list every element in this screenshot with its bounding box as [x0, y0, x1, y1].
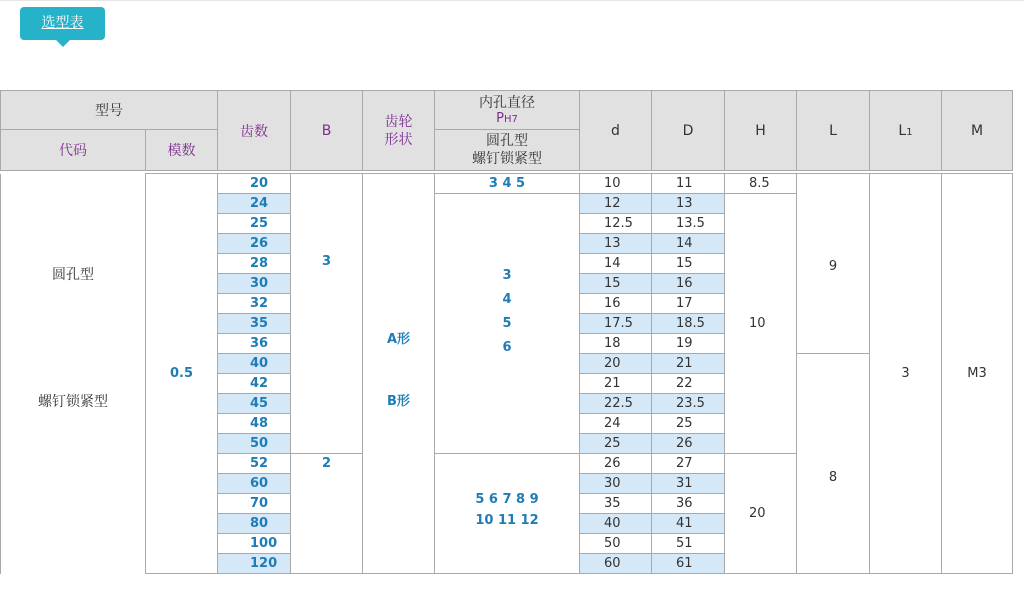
- L1-subscript: 1: [906, 126, 913, 138]
- D-cell: 22: [652, 374, 725, 394]
- d-cell: 15: [580, 274, 652, 294]
- d-cell: 16: [580, 294, 652, 314]
- teeth-cell: 48: [218, 414, 291, 434]
- bore-10-12: 10 11 12: [475, 513, 539, 528]
- bore-types-header: 圆孔型 螺钉锁紧型: [435, 130, 580, 171]
- d-cell: 30: [580, 474, 652, 494]
- d-cell: 13: [580, 234, 652, 254]
- H-cell: 8.5: [725, 174, 797, 194]
- d-cell: 14: [580, 254, 652, 274]
- d-cell: 25: [580, 434, 652, 454]
- D-header: D: [652, 91, 725, 171]
- D-cell: 16: [652, 274, 725, 294]
- teeth-cell: 50: [218, 434, 291, 454]
- bore-5: 5: [502, 316, 512, 331]
- selection-table-tab[interactable]: [20, 7, 105, 40]
- teeth-cell: 36: [218, 334, 291, 354]
- teeth-cell: 45: [218, 394, 291, 414]
- teeth-cell: 52: [218, 454, 291, 474]
- teeth-cell: 24: [218, 194, 291, 214]
- teeth-cell: 60: [218, 474, 291, 494]
- D-cell: 61: [652, 554, 725, 574]
- teeth-cell: 26: [218, 234, 291, 254]
- bore-cell-last: [435, 454, 580, 574]
- D-cell: 17: [652, 294, 725, 314]
- code-setscrew: 螺钉锁紧型: [38, 393, 108, 410]
- M-cell: M3: [942, 174, 1013, 574]
- teeth-cell: 70: [218, 494, 291, 514]
- teeth-cell: 25: [218, 214, 291, 234]
- d-header: d: [580, 91, 652, 171]
- b-header: B: [291, 91, 363, 171]
- D-cell: 21: [652, 354, 725, 374]
- module-cell: 0.5: [146, 174, 218, 574]
- d-cell: 18: [580, 334, 652, 354]
- L1-header: [870, 91, 942, 171]
- teeth-cell: 20: [218, 174, 291, 194]
- D-cell: 15: [652, 254, 725, 274]
- code-header: 代码: [1, 130, 146, 171]
- D-cell: 27: [652, 454, 725, 474]
- L-cell-2: 8: [797, 354, 870, 574]
- M-header: M: [942, 91, 1013, 171]
- shape-cell: [363, 174, 435, 574]
- teeth-cell: 40: [218, 354, 291, 374]
- bore-title: 内孔直径: [479, 94, 535, 111]
- bore-3: 3: [502, 268, 512, 283]
- model-header: 型号: [1, 91, 218, 130]
- D-cell: 18.5: [652, 314, 725, 334]
- module-header: 模数: [146, 130, 218, 171]
- d-cell: 26: [580, 454, 652, 474]
- d-cell: 20: [580, 354, 652, 374]
- D-cell: 11: [652, 174, 725, 194]
- code-cell: [1, 174, 146, 574]
- selection-table: [0, 90, 1013, 574]
- shape-b: B形: [387, 394, 410, 409]
- gear-shape-header: 齿轮 形状: [363, 91, 435, 171]
- d-cell: 35: [580, 494, 652, 514]
- d-cell: 21: [580, 374, 652, 394]
- d-cell: 10: [580, 174, 652, 194]
- d-cell: 12.5: [580, 214, 652, 234]
- H-header: H: [725, 91, 797, 171]
- L-header: L: [797, 91, 870, 171]
- bore-tolerance-p: P: [496, 110, 504, 126]
- bore-tolerance-h7: H7: [503, 113, 518, 125]
- D-cell: 23.5: [652, 394, 725, 414]
- d-cell: 50: [580, 534, 652, 554]
- bore-header: [435, 91, 580, 130]
- bore-cell-first: 3 4 5: [435, 174, 580, 194]
- bore-4: 4: [502, 292, 512, 307]
- D-cell: 14: [652, 234, 725, 254]
- d-cell: 17.5: [580, 314, 652, 334]
- bore-5-9: 5 6 7 8 9: [475, 492, 539, 507]
- teeth-cell: 35: [218, 314, 291, 334]
- d-cell: 60: [580, 554, 652, 574]
- d-cell: 40: [580, 514, 652, 534]
- L1-main: L: [898, 122, 907, 139]
- bore-6: 6: [502, 340, 512, 355]
- L-cell-1: 9: [797, 174, 870, 354]
- d-cell: 12: [580, 194, 652, 214]
- tab-label: 选型表: [41, 15, 84, 31]
- D-cell: 26: [652, 434, 725, 454]
- d-cell: 22.5: [580, 394, 652, 414]
- D-cell: 51: [652, 534, 725, 554]
- D-cell: 25: [652, 414, 725, 434]
- teeth-cell: 28: [218, 254, 291, 274]
- H-cell: 20: [725, 454, 797, 574]
- shape-a: A形: [387, 332, 411, 347]
- D-cell: 41: [652, 514, 725, 534]
- bore-tolerance: [435, 112, 579, 126]
- b-cell-2: 2: [291, 454, 363, 574]
- D-cell: 19: [652, 334, 725, 354]
- D-cell: 31: [652, 474, 725, 494]
- d-cell: 24: [580, 414, 652, 434]
- teeth-cell: 80: [218, 514, 291, 534]
- teeth-cell: 100: [218, 534, 291, 554]
- D-cell: 13: [652, 194, 725, 214]
- teeth-cell: 32: [218, 294, 291, 314]
- D-cell: 13.5: [652, 214, 725, 234]
- teeth-header: 齿数: [218, 91, 291, 171]
- H-cell: 10: [725, 194, 797, 454]
- bore-cell-middle: [435, 194, 580, 454]
- code-round-bore: 圆孔型: [52, 266, 94, 283]
- teeth-cell: 120: [218, 554, 291, 574]
- teeth-cell: 30: [218, 274, 291, 294]
- top-divider: [0, 0, 1024, 1]
- b-cell-1: 3: [291, 174, 363, 454]
- D-cell: 36: [652, 494, 725, 514]
- teeth-cell: 42: [218, 374, 291, 394]
- L1-cell: 3: [870, 174, 942, 574]
